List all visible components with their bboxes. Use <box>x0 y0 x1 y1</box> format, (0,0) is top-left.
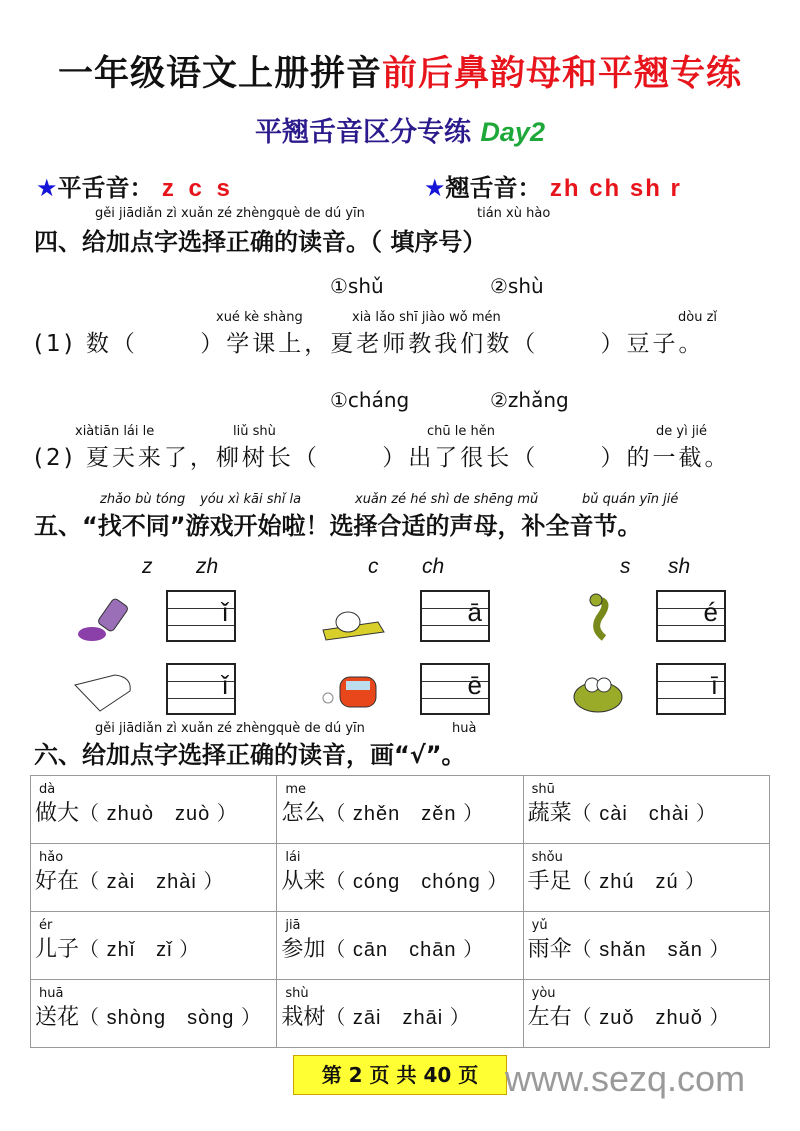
final: é <box>703 597 718 627</box>
question-2: (2) 夏天来了，柳树长（ ）出了很长（ ）的一截。 <box>34 445 731 471</box>
option: ①shǔ <box>330 274 384 298</box>
initial-option: sh <box>668 555 691 578</box>
pinyin: tián xù hào <box>477 206 551 221</box>
watermark: www.sezq.com <box>505 1058 746 1099</box>
cell-pinyin: dà <box>39 782 56 797</box>
pinyin-write-box[interactable] <box>656 590 726 642</box>
final: ē <box>467 670 482 700</box>
final: ā <box>467 597 482 627</box>
cell-options[interactable]: （ zhú zú ） <box>571 871 707 893</box>
initial-option: s <box>620 555 631 578</box>
subtitle-day: Day2 <box>480 117 545 147</box>
flat-label: 平舌音： <box>57 174 154 202</box>
option: ②shù <box>490 274 544 298</box>
paint-tube-icon <box>74 590 144 645</box>
paper-scroll-icon <box>70 663 140 718</box>
cell-options[interactable]: （ zài zhài ） <box>79 871 225 893</box>
cell-options[interactable]: （ zāi zhāi ） <box>325 1007 471 1029</box>
table-cell[interactable] <box>31 844 277 912</box>
cell-word: 手足 <box>527 869 572 894</box>
cell-options[interactable]: （ shǎn sǎn ） <box>571 939 731 961</box>
subtitle-text: 平翘舌音区分专练 <box>255 117 481 148</box>
table-cell[interactable] <box>277 844 523 912</box>
cell-pinyin: shù <box>285 986 309 1001</box>
cell-pinyin: hǎo <box>39 850 64 865</box>
snake-icon <box>566 590 636 645</box>
cell-options[interactable]: （ cān chān ） <box>325 939 485 961</box>
star-icon: ★ <box>36 174 58 202</box>
final: ī <box>710 670 718 700</box>
cell-word: 参加 <box>281 937 326 962</box>
table-cell[interactable] <box>31 912 277 980</box>
cell-options[interactable]: （ zhuò zuò ） <box>79 803 238 825</box>
pinyin: yóu xì kāi shǐ la <box>200 492 302 507</box>
option: ①cháng <box>330 388 410 412</box>
section-5-heading: 五、“找不同”游戏开始啦！选择合适的声母，补全音节。 <box>34 512 642 540</box>
cell-word: 栽树 <box>281 1005 326 1030</box>
pinyin: zhǎo bù tóng <box>100 492 186 507</box>
table-cell[interactable] <box>277 776 523 844</box>
cell-options[interactable]: （ shòng sòng ） <box>79 1007 262 1029</box>
table-cell[interactable] <box>523 776 769 844</box>
retro-letters: zh ch sh r <box>549 175 682 202</box>
cell-options[interactable]: （ zhǐ zǐ ） <box>79 939 201 961</box>
initial-option: z <box>142 555 153 578</box>
cell-word: 送花 <box>35 1005 80 1030</box>
table-cell[interactable] <box>523 844 769 912</box>
wiping-table-icon <box>318 592 388 647</box>
cell-word: 雨伞 <box>527 937 572 962</box>
cell-word: 从来 <box>281 869 326 894</box>
pinyin: xuǎn zé hé shì de shēng mǔ <box>355 492 539 507</box>
question-1: (1) 数（ ）学课上，夏老师教我们数（ ）豆子。 <box>34 331 705 357</box>
section-4-heading: 四、给加点字选择正确的读音。（ 填序号） <box>34 228 487 256</box>
initial-option: ch <box>422 555 445 578</box>
pinyin: gěi jiādiǎn zì xuǎn zé zhèngquè de dú yīn <box>95 206 365 221</box>
pinyin: huà <box>452 721 477 736</box>
pinyin: xiàtiān lái le <box>75 424 155 439</box>
option: ②zhǎng <box>490 388 569 412</box>
pinyin: bǔ quán yīn jié <box>582 492 679 507</box>
table-row <box>31 844 770 912</box>
table-row <box>31 912 770 980</box>
pinyin: chū le hěn <box>427 424 495 439</box>
final: ǐ <box>222 597 228 627</box>
subtitle <box>0 110 800 149</box>
cell-options[interactable]: （ cóng chóng ） <box>325 871 509 893</box>
cell-pinyin: shǒu <box>531 850 563 865</box>
cell-pinyin: jiā <box>285 918 301 933</box>
title-black: 一年级语文上册拼音 <box>57 54 382 94</box>
pinyin: gěi jiādiǎn zì xuǎn zé zhèngquè de dú yīn <box>95 721 365 736</box>
cell-pinyin: lái <box>285 850 301 865</box>
table-cell[interactable] <box>277 912 523 980</box>
title-red: 前后鼻韵母和平翘专练 <box>382 54 743 94</box>
flat-letters: z c s <box>161 175 234 202</box>
initial-option: c <box>368 555 379 578</box>
pinyin: dòu zǐ <box>678 310 718 325</box>
cell-options[interactable]: （ zhěn zěn ） <box>325 803 485 825</box>
cell-pinyin: huā <box>39 986 64 1001</box>
cell-word: 蔬菜 <box>527 801 572 826</box>
pinyin: xià lǎo shī jiào wǒ mén <box>352 310 501 325</box>
table-cell[interactable] <box>523 980 769 1048</box>
pinyin: de yì jié <box>656 424 708 439</box>
section-6-heading: 六、给加点字选择正确的读音，画“√”。 <box>34 741 466 769</box>
retro-tongue-line <box>424 168 682 203</box>
pinyin-write-box[interactable] <box>420 590 490 642</box>
initial-option: zh <box>196 555 219 578</box>
pinyin-write-box[interactable] <box>166 663 236 715</box>
cell-word: 左右 <box>527 1005 572 1030</box>
cell-options[interactable]: （ zuǒ zhuǒ ） <box>571 1007 731 1029</box>
table-cell[interactable] <box>523 912 769 980</box>
bug-icon <box>566 663 636 718</box>
cell-options[interactable]: （ cài chài ） <box>571 803 718 825</box>
table-row <box>31 776 770 844</box>
pinyin: liǔ shù <box>233 424 276 439</box>
cell-word: 好在 <box>35 869 80 894</box>
cell-pinyin: yòu <box>531 986 556 1001</box>
page-indicator: 第 2 页 共 40 页 <box>293 1055 507 1095</box>
cell-pinyin: shū <box>531 782 555 797</box>
cell-pinyin: me <box>285 782 306 797</box>
cell-word: 儿子 <box>35 937 80 962</box>
cell-word: 怎么 <box>281 801 326 826</box>
flat-tongue-line <box>36 168 234 203</box>
table-cell[interactable] <box>31 980 277 1048</box>
page-title <box>0 46 800 96</box>
table-cell[interactable] <box>31 776 277 844</box>
cell-word: 做大 <box>35 801 80 826</box>
final: ǐ <box>222 670 228 700</box>
pinyin-write-box[interactable] <box>420 663 490 715</box>
pinyin-write-box[interactable] <box>656 663 726 715</box>
star-icon: ★ <box>424 174 446 202</box>
cell-pinyin: yǔ <box>531 918 548 933</box>
table-row <box>31 980 770 1048</box>
reading-choice-table <box>30 775 770 1048</box>
cell-pinyin: ér <box>39 918 53 933</box>
retro-label: 翘舌音： <box>445 174 542 202</box>
pinyin: xué kè shàng <box>216 310 303 325</box>
pinyin-write-box[interactable] <box>166 590 236 642</box>
table-cell[interactable] <box>277 980 523 1048</box>
car-icon <box>318 663 388 718</box>
